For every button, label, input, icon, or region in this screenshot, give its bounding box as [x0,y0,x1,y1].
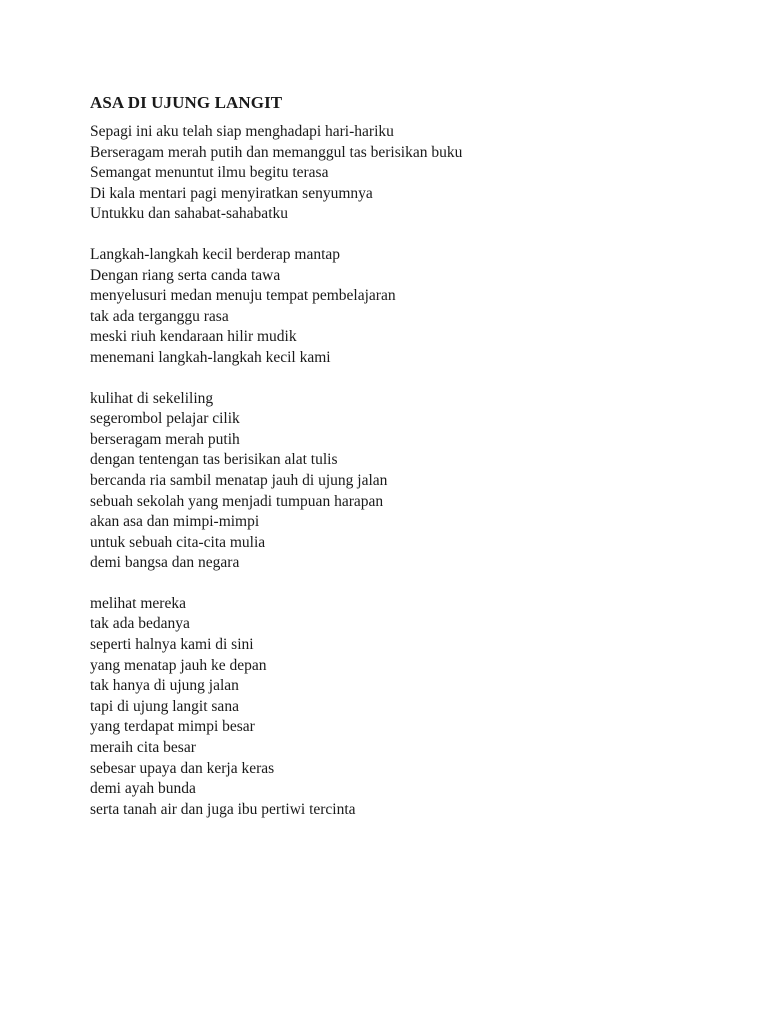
poem-line: Dengan riang serta canda tawa [90,266,281,284]
poem-line: sebesar upaya dan kerja keras [90,759,275,777]
poem-line: dengan tentengan tas berisikan alat tulis [90,451,338,469]
poem-content [90,92,730,840]
poem-line: menemani langkah-langkah kecil kami [90,348,331,366]
poem-line: bercanda ria sambil menatap jauh di ujung jalan [90,471,388,489]
stanza-1 [90,122,730,225]
poem-line: untuk sebuah cita-cita mulia [90,533,266,551]
poem-line: sebuah sekolah yang menjadi tumpuan harapan [90,492,384,510]
poem-line: tak ada bedanya [90,615,190,633]
poem-title: ASA DI UJUNG LANGIT [90,93,283,112]
poem-line: yang menatap jauh ke depan [90,656,267,674]
poem-line: Untukku dan sahabat-sahabatku [90,205,288,223]
poem-line: meski riuh kendaraan hilir mudik [90,328,297,346]
poem-line: demi bangsa dan negara [90,554,240,572]
poem-line: berseragam merah putih [90,430,240,448]
poem-line: segerombol pelajar cilik [90,410,240,428]
poem-line: tapi di ujung langit sana [90,697,239,715]
poem-line: Berseragam merah putih dan memanggul tas berisikan buku [90,143,463,161]
poem-line: seperti halnya kami di sini [90,636,254,654]
stanza-3 [90,389,730,574]
poem-line: Di kala mentari pagi menyiratkan senyumnya [90,184,373,202]
poem-line: Sepagi ini aku telah siap menghadapi hari-hariku [90,123,394,140]
poem-line: Semangat menuntut ilmu begitu terasa [90,164,329,182]
poem-line: tak ada terganggu rasa [90,307,229,325]
poem-line: menyelusuri medan menuju tempat pembelajaran [90,287,396,305]
poem-line: serta tanah air dan juga ibu pertiwi tercinta [90,800,356,818]
stanza-2 [90,245,730,369]
poem-line: kulihat di sekeliling [90,389,214,407]
poem-line: meraih cita besar [90,739,196,757]
poem-line: tak hanya di ujung jalan [90,677,239,695]
poem-line: Langkah-langkah kecil berderap mantap [90,245,341,263]
stanza-4 [90,594,730,821]
poem-line: yang terdapat mimpi besar [90,718,255,736]
poem-line: akan asa dan mimpi-mimpi [90,513,260,531]
poem-line: melihat mereka [90,594,186,612]
poem-line: demi ayah bunda [90,780,196,798]
